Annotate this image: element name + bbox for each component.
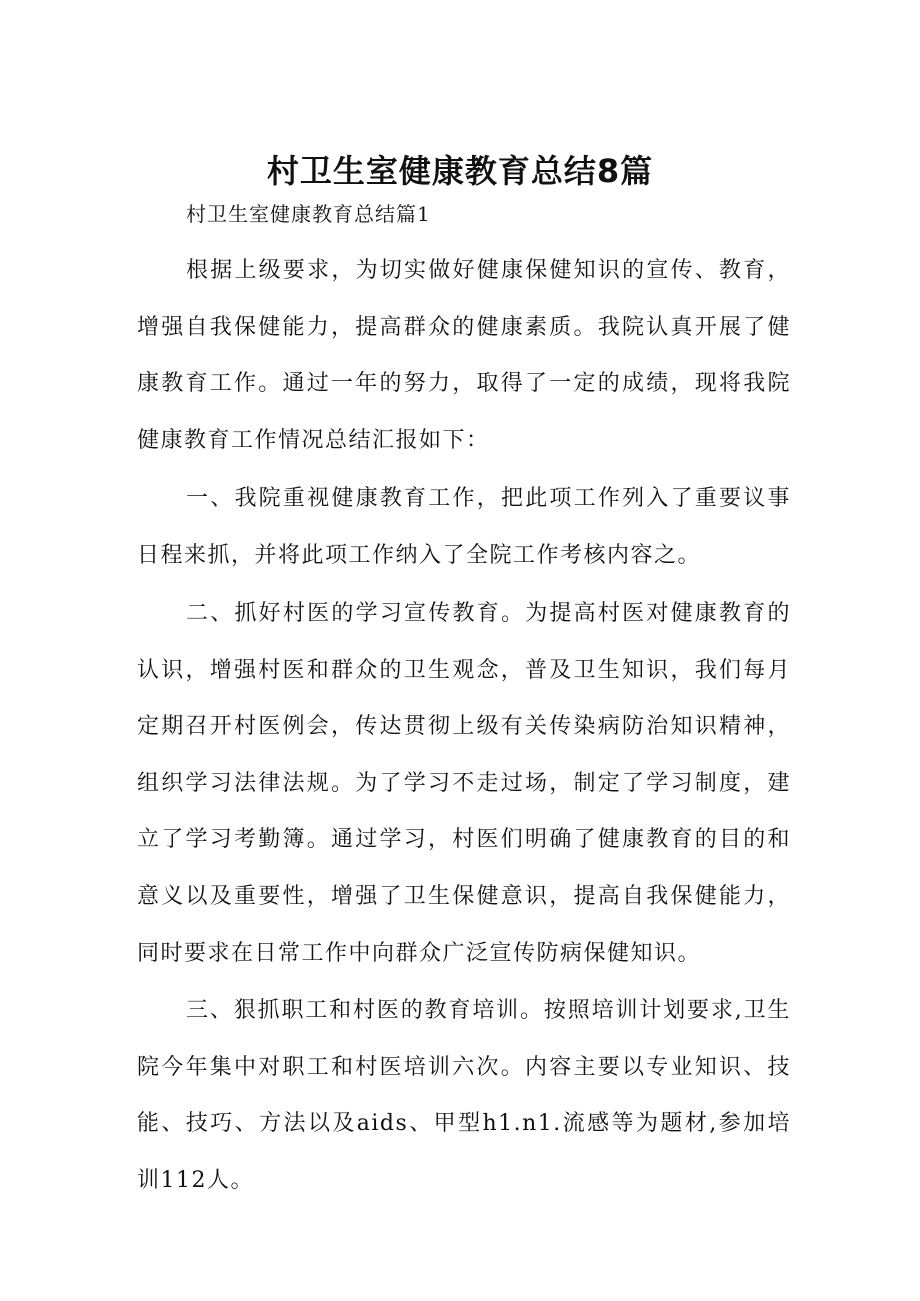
paragraph-intro: 根据上级要求，为切实做好健康保健知识的宣传、教育，增强自我保健能力，提高群众的健康素质。我院认真开展了健康教育工作。通过一年的努力，取得了一定的成绩，现将我院健康教育工作情况总结汇报如下： [137, 258, 791, 453]
document-title: 村卫生室健康教育总结8篇 [266, 152, 654, 191]
paragraph-item-1: 一、我院重视健康教育工作，把此项工作列入了重要议事日程来抓，并将此项工作纳入了全院工作考核内容之。 [137, 486, 791, 568]
paragraph-item-2: 二、抓好村医的学习宣传教育。为提高村医对健康教育的认识，增强村医和群众的卫生观念，普及卫生知识，我们每月定期召开村医例会，传达贯彻上级有关传染病防治知识精神，组织学习法律法规。为了学习不走过场，制定了学习制度，建立了学习考勤簿。通过学习，村医们明确了健康教育的目的和意义以及重要性，增强了卫生保健意识，提高自我保健能力，同时要求在日常工作中向群众广泛宣传防病保健知识。 [137, 601, 791, 966]
paragraph-item-3: 三、狠抓职工和村医的教育培训。按照培训计划要求,卫生院今年集中对职工和村医培训六次。内容主要以专业知识、技能、技巧、方法以及aids、甲型h1.n1.流感等为题材,参加培训112人。 [137, 998, 791, 1193]
section-heading: 村卫生室健康教育总结篇1 [186, 202, 431, 226]
